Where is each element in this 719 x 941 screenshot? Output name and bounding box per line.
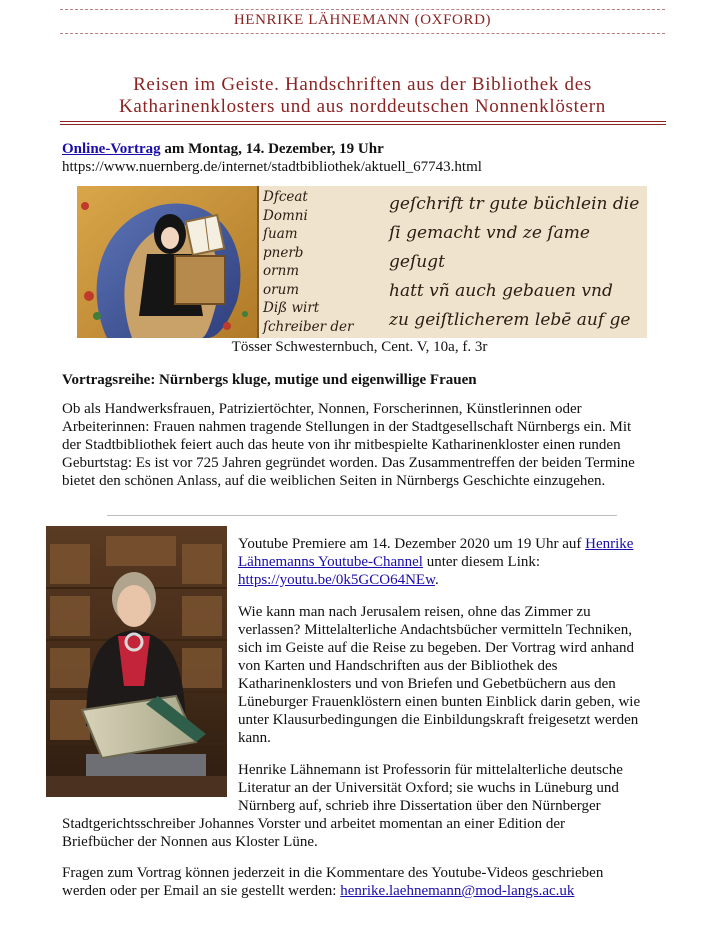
bio-paragraph-cont: Stadtgerichtsschreiber Johannes Vorster und arbeitet momentan an einer Edition der Briefbücher der Nonnen aus Kloster Lüne. xyxy=(62,816,566,850)
youtube-channel-link[interactable]: Henrike xyxy=(585,536,634,552)
online-lecture-link[interactable]: Online-Vortrag xyxy=(62,141,161,157)
header-bottom-rule xyxy=(60,33,665,34)
image-caption: Tösser Schwesternbuch, Cent. V, 10a, f. 3r xyxy=(231,339,488,355)
premiere-paragraph: Youtube Premiere am 14. Dezember 2020 um 19 Uhr auf Henrike Lähnemanns Youtube-Channel unter diesem Link: https://youtu.be/0k5GCO64NEw. xyxy=(238,536,634,588)
premiere-text-2: unter diesem Link: xyxy=(422,554,541,570)
bio-paragraph: Henrike Lähnemann ist Professorin für mittelalterliche deutsche Literatur an der Universität Oxford; sie wuchs in Lüneburg und Nürnberg auf, schrieb ihre Dissertation über den Nürnberger xyxy=(238,762,623,814)
event-date: am Montag, 14. Dezember, 19 Uhr xyxy=(160,141,384,157)
title-line-2: Katharinenklosters und aus norddeutschen Nonnenklöstern xyxy=(118,96,606,117)
page-title xyxy=(60,74,665,118)
manuscript-left-column: Dfceat Domni ſuam pnerb ornm orum Diß wirt ſchreiber der xyxy=(263,189,354,335)
section-divider xyxy=(107,515,617,516)
speaker-photo xyxy=(46,526,227,797)
title-rule-2 xyxy=(60,124,666,125)
series-paragraph: Ob als Handwerksfrauen, Patriziertöchter, Nonnen, Forscherinnen, Künstlerinnen oder Arbeiterinnen: Frauen nahmen tragende Stellungen in der Stadtgesellschaft Nürnbergs ein. Mit der Stadtbibliothek feiert auch das heute von ihr mitbespielte Katharinenkloster einen runden Geburtstag: Es ist vor 725 Jahren gegründet worden. Das Zusammentreffen der beiden Termine bietet den schönen Anlass, auf die weiblichen Seiten in Nürnbergs Geschichte einzugehen. xyxy=(62,401,635,489)
youtube-video-link[interactable]: https://youtu.be/0k5GCO64NEw xyxy=(238,572,435,588)
header-top-rule xyxy=(60,9,665,10)
manuscript-image xyxy=(77,186,647,338)
title-rule-1 xyxy=(60,121,666,122)
title-line-1: Reisen im Geiste. Handschriften aus der Bibliothek des xyxy=(133,74,592,95)
abstract-paragraph: Wie kann man nach Jerusalem reisen, ohne das Zimmer zu verlassen? Mittelalterliche Andachtsbücher vermitteln Techniken, sich im Geiste auf die Reise zu begeben. Der Vortrag wird anhand von Karten und Handschriften aus der Bibliothek des Katharinenklosters und von Briefen und Gebetbüchern aus den Lüneburger Frauenklöstern einen bunten Einblick darin geben, wie unter Klausurbedingungen die Einbildungskraft freigesetzt werden kann. xyxy=(238,604,641,746)
speaker-portrait xyxy=(46,526,227,797)
manuscript-right-column: geſchrift tr gute büchlein die ſi gemacht vnd ze ſame geſugt hatt vñ auch gebauen vnd zu geiſtlicherem lebē auf ge xyxy=(389,194,640,330)
premiere-text: Youtube Premiere am 14. Dezember 2020 um 19 Uhr auf xyxy=(238,536,586,552)
youtube-channel-link-cont[interactable]: Lähnemanns Youtube-Channel xyxy=(238,554,423,570)
author-header: HENRIKE LÄHNEMANN (OXFORD) xyxy=(233,12,492,28)
email-link[interactable]: henrike.laehnemann@mod-langs.ac.uk xyxy=(340,883,575,899)
event-url: https://www.nuernberg.de/internet/stadtbibliothek/aktuell_67743.html xyxy=(62,159,482,175)
contact-paragraph: Fragen zum Vortrag können jederzeit in die Kommentare des Youtube-Videos geschrieben werden oder per Email an sie gestellt werden: henrike.laehnemann@mod-langs.ac.uk xyxy=(62,865,604,899)
series-heading: Vortragsreihe: Nürnbergs kluge, mutige und eigenwillige Frauen xyxy=(62,372,477,388)
event-line xyxy=(62,140,384,158)
